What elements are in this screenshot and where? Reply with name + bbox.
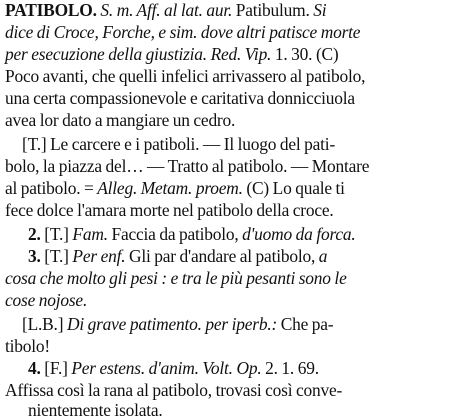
citation-page: 1. 30. (271, 44, 313, 64)
source-mark: (C) (242, 178, 270, 198)
example-text: bolo, la piazza del… — Tratto al patibolo. — Montare (5, 156, 370, 176)
entry-line-15 (22, 314, 333, 334)
quote-text: Affissa così la rana al patibolo, trovasi così conve- (5, 380, 343, 400)
example-text: al patibolo. = (5, 178, 98, 198)
gloss-text: cosa che molto gli pesi : e tra le più pesanti sono le (5, 268, 347, 288)
entry-line-9 (5, 178, 345, 198)
section-marker: [T.] (40, 246, 69, 266)
entry-line-13 (5, 268, 347, 288)
usage-label: Di grave patimento. per iperb.: (63, 314, 278, 334)
quote-text: nientemente isolata. (28, 400, 163, 420)
definition-text: per esecuzione della giustizia. Red. Vip. (5, 44, 272, 64)
section-marker: [F.] (40, 358, 68, 378)
entry-line-12 (28, 246, 327, 266)
entry-line-17 (28, 358, 319, 378)
definition-text: Si (309, 0, 327, 20)
example-text: Faccia da patibolo, (107, 224, 243, 244)
entry-line-4 (5, 66, 365, 86)
sense-number: 2. (28, 224, 41, 244)
entry-line-11 (28, 224, 356, 244)
section-marker: [T.] (40, 224, 69, 244)
example-text: Gli par d'andare al patibolo, (125, 246, 319, 266)
entry-line-18 (5, 380, 342, 400)
grammar-note: S. m. Aff. al lat. aur. (96, 0, 233, 20)
entry-line-16 (5, 336, 50, 356)
entry-line-8 (5, 156, 369, 176)
usage-label: Per estens. d'anim. Volt. Op. (67, 358, 262, 378)
quote-text: Lo quale ti (269, 178, 345, 198)
section-marker: [L.B.] (22, 314, 64, 334)
citation-page: 2. 1. 69. (261, 358, 319, 378)
definition-text: dice di Croce, Forche, e sim. dove altri patisce morte (5, 22, 361, 42)
usage-label: Fam. (68, 224, 108, 244)
example-text: Le carcere e i patiboli. — Il luogo del pati- (46, 134, 336, 154)
entry-line-14 (5, 290, 87, 310)
quote-text: una certa compassionevole e caritativa donnicciuola (5, 88, 355, 108)
sense-number: 3. (28, 246, 41, 266)
citation-source: Alleg. Metam. proem. (97, 178, 243, 198)
entry-line-1 (5, 0, 326, 20)
entry-line-3 (5, 44, 339, 64)
entry-line-7 (22, 134, 335, 154)
entry-line-5 (5, 88, 355, 108)
usage-label: Per enf. (68, 246, 126, 266)
source-mark: (C) (312, 44, 339, 64)
gloss-text: cose nojose. (5, 290, 88, 310)
entry-line-19 (28, 400, 163, 420)
entry-line-6 (5, 110, 235, 130)
entry-line-10 (5, 200, 334, 220)
quote-text: fece dolce l'amara morte nel patibolo della croce. (5, 200, 334, 220)
sense-number: 4. (28, 358, 41, 378)
gloss-text: a (318, 246, 328, 266)
example-text-italic: d'uomo da forca. (242, 224, 356, 244)
headword: PATIBOLO. (5, 0, 97, 20)
quote-text: avea lor dato a mangiare un cedro. (5, 110, 236, 130)
example-text: Che pa- (277, 314, 334, 334)
example-text: tibolo! (5, 336, 50, 356)
entry-line-2 (5, 22, 360, 42)
quote-text: Poco avanti, che quelli infelici arrivassero al patibolo, (5, 66, 366, 86)
section-marker: [T.] (22, 134, 47, 154)
latin-etymon: Patibulum. (232, 0, 310, 20)
